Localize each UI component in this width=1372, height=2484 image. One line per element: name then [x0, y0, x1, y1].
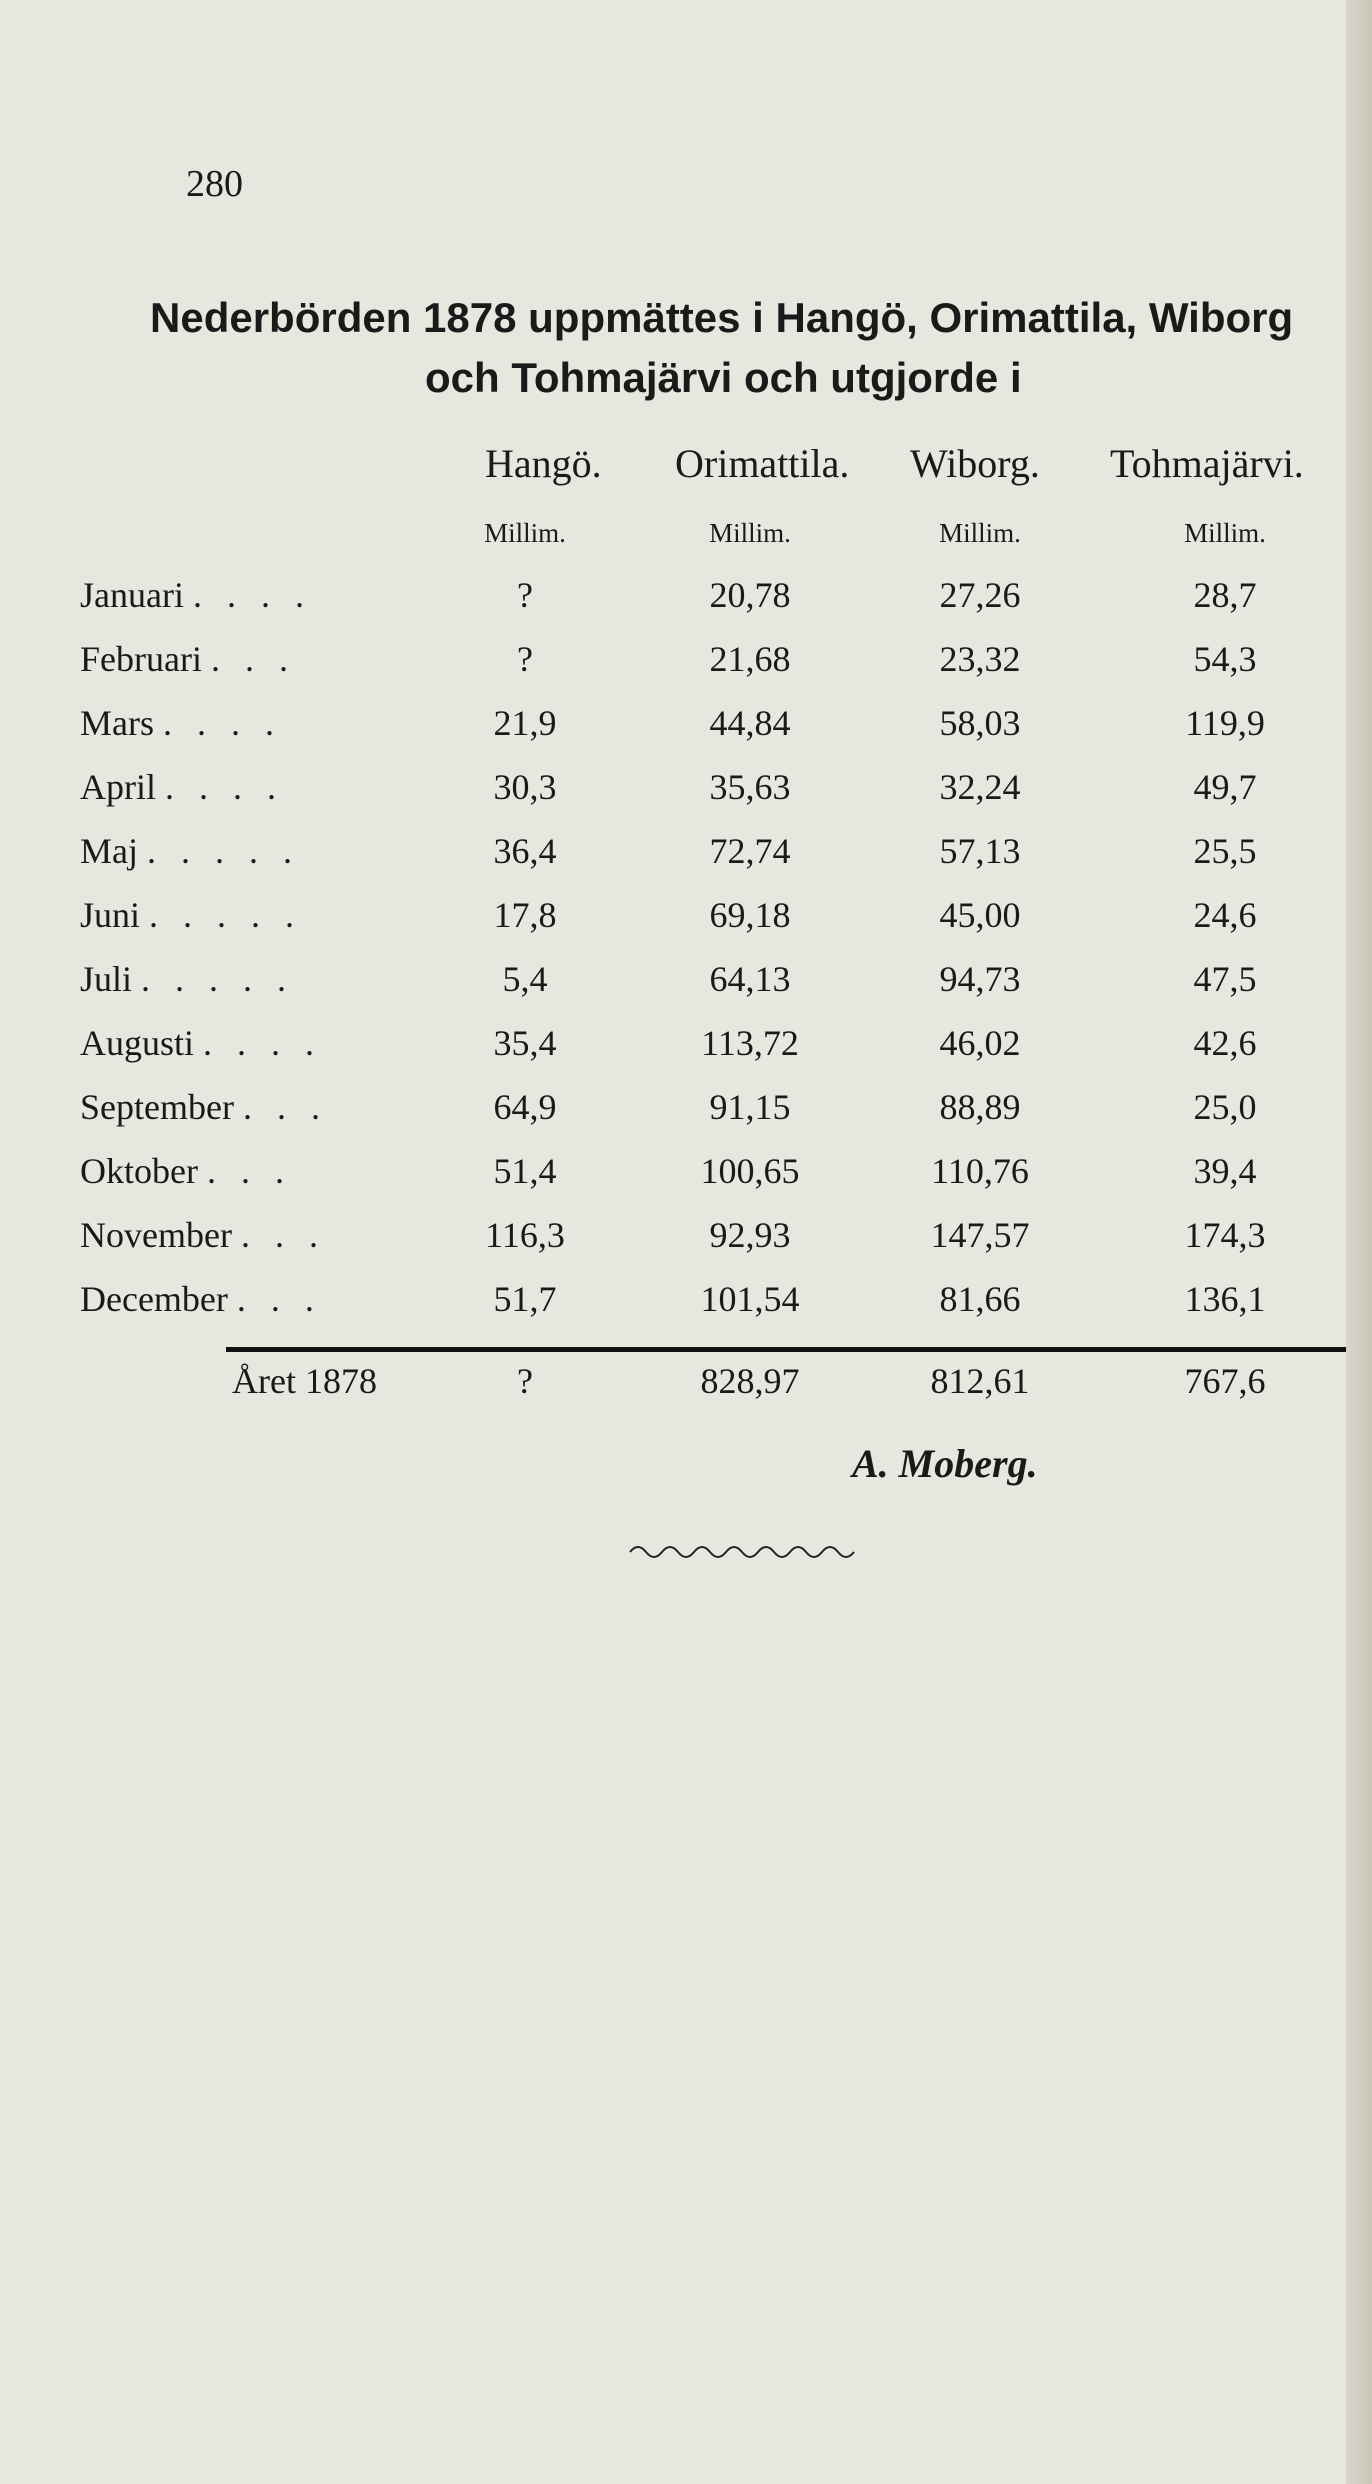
- table-cell: 81,66: [939, 1279, 1021, 1319]
- table-cell: 64,9: [493, 1087, 557, 1127]
- table-cell: 30,3: [493, 767, 557, 807]
- column-header-orimattila: Orimattila.: [675, 441, 850, 486]
- table-row: [80, 760, 1350, 824]
- table-cell: 72,74: [709, 831, 791, 871]
- table-cell: 174,3: [1184, 1215, 1266, 1255]
- month-label: Juni . . . . .: [80, 895, 303, 935]
- total-value: 812,61: [930, 1361, 1030, 1401]
- table-row: [80, 696, 1350, 760]
- month-label: November . . .: [80, 1215, 326, 1255]
- table-cell: 28,7: [1193, 575, 1257, 615]
- table-cell: 20,78: [709, 575, 791, 615]
- table-row: [80, 952, 1350, 1016]
- month-label: Mars . . . .: [80, 703, 282, 743]
- ornamental-flourish: [628, 1540, 858, 1560]
- table-row: [80, 1208, 1350, 1272]
- table-cell: 27,26: [939, 575, 1021, 615]
- table-cell: 36,4: [493, 831, 557, 871]
- table-cell: ?: [517, 639, 533, 679]
- table-cell: 25,0: [1193, 1087, 1257, 1127]
- table-row: [80, 824, 1350, 888]
- table-row: [80, 1080, 1350, 1144]
- table-cell: 113,72: [701, 1023, 799, 1063]
- table-cell: 17,8: [493, 895, 557, 935]
- total-value: ?: [517, 1361, 533, 1401]
- table-cell: 45,00: [939, 895, 1021, 935]
- table-row: [80, 1016, 1350, 1080]
- unit-row: [80, 504, 1350, 568]
- total-value: 767,6: [1184, 1361, 1266, 1401]
- table-cell: 100,65: [700, 1151, 800, 1191]
- month-label: Juli . . . . .: [80, 959, 295, 999]
- table-cell: 136,1: [1184, 1279, 1266, 1319]
- table-row: [80, 1272, 1350, 1336]
- title-line-1: Nederbörden 1878 uppmättes i Hangö, Orimattila, Wiborg: [150, 294, 1294, 341]
- table-cell: 46,02: [939, 1023, 1021, 1063]
- total-label: Året 1878: [232, 1361, 377, 1401]
- month-label: December . . .: [80, 1279, 322, 1319]
- table-cell: 64,13: [709, 959, 791, 999]
- signature: A. Moberg.: [852, 1441, 1038, 1486]
- month-label: Januari . . . .: [80, 575, 312, 615]
- title-line-2: och Tohmajärvi och utgjorde i: [425, 354, 1022, 401]
- column-headers: [80, 440, 1350, 504]
- table-cell: 23,32: [939, 639, 1021, 679]
- page-title: [150, 288, 1320, 408]
- column-header-tohmajarvi: Tohmajärvi.: [1110, 441, 1304, 486]
- total-row: [80, 1352, 1350, 1416]
- table-cell: 51,4: [493, 1151, 557, 1191]
- table-cell: 21,68: [709, 639, 791, 679]
- table-cell: 92,93: [709, 1215, 791, 1255]
- table-cell: 94,73: [939, 959, 1021, 999]
- table-cell: 5,4: [502, 959, 548, 999]
- table-cell: 35,63: [709, 767, 791, 807]
- unit-label: Millim.: [1184, 518, 1266, 548]
- unit-label: Millim.: [709, 518, 791, 548]
- table-cell: 57,13: [939, 831, 1021, 871]
- total-value: 828,97: [700, 1361, 800, 1401]
- table-cell: 32,24: [939, 767, 1021, 807]
- unit-label: Millim.: [939, 518, 1021, 548]
- precipitation-table: [80, 440, 1350, 1336]
- month-label: Februari . . .: [80, 639, 296, 679]
- month-label: April . . . .: [80, 767, 284, 807]
- month-label: September . . .: [80, 1087, 328, 1127]
- table-cell: 42,6: [1193, 1023, 1257, 1063]
- table-cell: 147,57: [930, 1215, 1030, 1255]
- table-cell: 119,9: [1185, 703, 1265, 743]
- table-cell: 51,7: [493, 1279, 557, 1319]
- table-cell: 116,3: [485, 1215, 565, 1255]
- month-label: Maj . . . . .: [80, 831, 300, 871]
- table-cell: 39,4: [1193, 1151, 1257, 1191]
- table-cell: 110,76: [931, 1151, 1029, 1191]
- table-cell: 24,6: [1193, 895, 1257, 935]
- table-cell: 47,5: [1193, 959, 1257, 999]
- table-row: [80, 888, 1350, 952]
- column-header-wiborg: Wiborg.: [910, 441, 1040, 486]
- table-cell: 91,15: [709, 1087, 791, 1127]
- table-cell: 54,3: [1193, 639, 1257, 679]
- table-cell: 21,9: [493, 703, 557, 743]
- table-cell: 101,54: [700, 1279, 800, 1319]
- table-cell: 88,89: [939, 1087, 1021, 1127]
- table-cell: 58,03: [939, 703, 1021, 743]
- column-header-hango: Hangö.: [485, 441, 602, 486]
- unit-label: Millim.: [484, 518, 566, 548]
- month-label: Oktober . . .: [80, 1151, 292, 1191]
- table-row: [80, 632, 1350, 696]
- table-cell: 35,4: [493, 1023, 557, 1063]
- table-cell: 44,84: [709, 703, 791, 743]
- table-row: [80, 1144, 1350, 1208]
- table-cell: 69,18: [709, 895, 791, 935]
- table-cell: 25,5: [1193, 831, 1257, 871]
- month-label: Augusti . . . .: [80, 1023, 323, 1063]
- table-row: [80, 568, 1350, 632]
- page-number: 280: [186, 163, 243, 205]
- table-cell: ?: [517, 575, 533, 615]
- table-cell: 49,7: [1193, 767, 1257, 807]
- table-body: [80, 568, 1350, 1336]
